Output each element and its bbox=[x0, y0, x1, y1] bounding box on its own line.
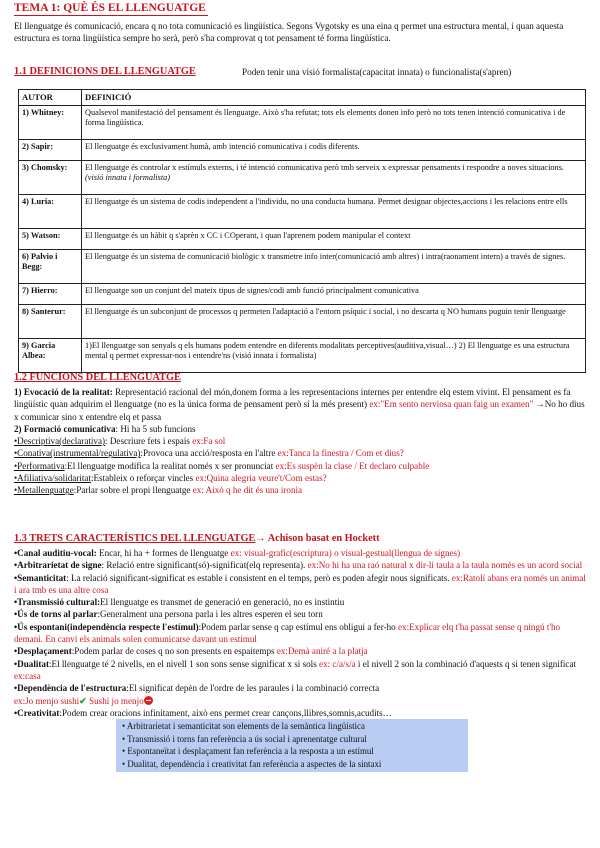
col-definition: DEFINICIÓ bbox=[82, 90, 586, 106]
summary-line: • Espontaneïtat i desplaçament fan referència a la resposta a un estímul bbox=[122, 746, 374, 757]
summary-line: • Dualitat, dependència i creativitat fan referència a aspectes de la sintaxi bbox=[122, 758, 382, 769]
table-row bbox=[19, 140, 586, 161]
author-cell: 3) Chomsky: bbox=[19, 161, 82, 195]
author-cell: 2) Sapir: bbox=[19, 140, 82, 161]
table-row bbox=[19, 305, 586, 339]
list-item: •Transmissió cultural:El llenguatge es transmet de generació en generació, no es instintiu bbox=[14, 597, 345, 608]
table-row bbox=[19, 106, 586, 140]
col-author: AUTOR bbox=[19, 90, 82, 106]
list-item: •Metallenguatge:Parlar sobre el propi llenguatge ex: Això q he dit és una ironia bbox=[14, 485, 303, 496]
function-communicative: 2) Formació comunicativa: Hi ha 5 sub funcions bbox=[14, 424, 196, 434]
definition-cell: El llenguatge és exclusivament humà, amb intenció comunicativa i codis diferents. bbox=[82, 140, 586, 161]
table-row bbox=[19, 229, 586, 250]
author-cell: 5) Watson: bbox=[19, 229, 82, 250]
no-entry-icon bbox=[144, 696, 153, 705]
section-1-1-note: Poden tenir una visió formalista(capacitat innata) o funcionalista(s'apren) bbox=[242, 67, 512, 77]
list-item: •Arbitrarietat de signe: Relació entre significant(só)-significat(elq representa). ex:No hi ha una raó natural x dir-li taula a la taula només es un acord social bbox=[14, 560, 583, 571]
definition-cell: El llenguatge és un subconjunt de processos q permeten l'adaptació a l'entorn psíquic i social, i no descarta q NO humans puguin tenir llenguatge bbox=[82, 305, 586, 339]
list-item: •Descriptiva(declarativa): Descriure fets i espais ex:Fa sol bbox=[14, 436, 226, 446]
list-item: •Dependència de l'estructura:El significat depèn de l'ordre de les paraules i la combinació correcta ex:Jo menjo sushi✔ Sushi jo menjo bbox=[14, 683, 380, 706]
list-item: •Performativa:El llenguatge modifica la realitat només x ser pronunciat ex:Es suspèn la clase / Et declaro culpable bbox=[14, 460, 430, 471]
definition-cell: El llenguatge son un conjunt del mateix tipus de signes/codi amb funció principalment comunicativa bbox=[82, 284, 586, 305]
definition-cell: El llenguatge és controlar x estímuls externs, i té intenció comunicativa però tmb serveix x expressar pensaments i respondre a noves situacions. (visió innata i formalista) bbox=[82, 161, 586, 195]
page-title: TEMA 1: QUÈ ÉS EL LLENGUATGE bbox=[14, 2, 206, 14]
section-1-2-heading: 1.2 FUNCIONS DEL LLENGUATGE bbox=[14, 372, 181, 383]
list-item: •Semanticitat: La relació significant-significat es estable i consistent en el temps, però es poden afegir nous significats. ex:Ratolí abans era només un animal i ara tmb es una altre cosa bbox=[14, 572, 586, 595]
table-header-row bbox=[19, 90, 586, 106]
author-cell: 9) Garcia Albea: bbox=[19, 339, 82, 373]
list-item: •Dualitat:El llenguatge té 2 nivells, en el nivell 1 son sons sense significat x si sols ex: c/a/s/a i el nivell 2 son la combinació d'aquests q si tenen significat ex:casa bbox=[14, 658, 577, 681]
definition-cell: El llenguatge és un sistema de codis independent a l'individu, no una conducta humana. Permet designar objectes,accions i les relacions entre ells bbox=[82, 195, 586, 229]
definition-cell: El llenguatge és un hàbit q s'aprèn x CC i COperant, i quan l'aprenem podem manipular el context bbox=[82, 229, 586, 250]
list-item: •Canal auditiu-vocal: Encar, hi ha + formes de llenguatge ex: visual-grafic(escriptura) o visual-gestual(llengua de signes) bbox=[14, 548, 461, 558]
check-icon: ✔ bbox=[79, 695, 87, 706]
subfunction-list bbox=[14, 435, 590, 496]
section-1-3-heading: 1.3 TRETS CARACTERÍSTICS DEL LLENGUATGE→ Achison basat en Hockett bbox=[14, 533, 380, 544]
author-cell: 6) Palvio i Begg: bbox=[19, 250, 82, 284]
list-item: •Ús de torns al parlar:Generalment una persona parla i les altres esperen el seu torn bbox=[14, 609, 323, 620]
author-cell: 8) Santerur: bbox=[19, 305, 82, 339]
definition-cell: El llenguatge és un sistema de comunicació biològic x transmetre info inter(comunicació amb altres) i intra(raonament intern) a través de signes. bbox=[82, 250, 586, 284]
list-item: •Creativitat:Podem crear oracions infinitament, això ens permet crear cançons,llibres,somnis,acudits… bbox=[14, 707, 392, 718]
section-1-1-heading: 1.1 DEFINICIONS DEL LLENGUATGE bbox=[14, 66, 196, 77]
definition-cell: 1)El llenguatge son senyals q els humans podem entendre en diferents modalitats perceptives(auditiva,visual…) 2) El llenguatge es una estructura mental q permet expressar-nos i entendre'ns (visió innata i formalista) bbox=[82, 339, 586, 373]
definitions-table bbox=[18, 89, 586, 373]
function-evocation: 1) Evocació de la realitat: Representació racional del món,donem forma a les representacions internes per entendre elq estem vivint. El pensament es fa lingüístic quan adquirim el llenguatge (no es la única forma de pensament però sí la més present) ex:"Em sento nerviosa quan faig un examen" →No ho dius x comunicar sino x entendre elq et passa bbox=[14, 387, 585, 422]
list-item: •Afiliativa/solidaritat:Estableix o reforçar vincles ex:Quina alegria veure't/Com estas? bbox=[14, 472, 327, 483]
table-row bbox=[19, 195, 586, 229]
author-cell: 1) Whitney: bbox=[19, 106, 82, 140]
table-row bbox=[19, 250, 586, 284]
summary-box bbox=[116, 719, 468, 772]
list-item: •Conativa(instrumental/regulativa):Provoca una acció/resposta en l'altre ex:Tanca la finestra / Com et dius? bbox=[14, 448, 404, 459]
list-item: •Ús espontani(independència respecte l'estímul):Podem parlar sense q cap estímul ens obligui a fer-ho ex:Explicar elq t'ha passat sense q ningú t'ho demani. En canvi els animals solen comunicarse davant un estímul bbox=[14, 621, 561, 645]
summary-line: • Arbitrarietat i semanticitat son elements de la semàntica lingüística bbox=[122, 721, 365, 731]
summary-line: • Transmissió i torns fan referència a ús social i aprenentatge cultural bbox=[122, 733, 367, 744]
traits-list bbox=[14, 547, 590, 719]
intro-paragraph: El llenguatge és comunicació, encara q no tota comunicació es lingüística. Segons Vygotsky es una eina q permet una estructura mental, i quan aquesta estructura es torna lingüística sempre ho serà, però s'ha comprovat q tot pensament té forma lingüística. bbox=[14, 21, 564, 44]
author-cell: 7) Hierro: bbox=[19, 284, 82, 305]
list-item: •Desplaçament:Podem parlar de coses q no son presents en espaitemps ex:Demà aniré a la platja bbox=[14, 646, 368, 657]
author-cell: 4) Luria: bbox=[19, 195, 82, 229]
table-row bbox=[19, 161, 586, 195]
table-row bbox=[19, 284, 586, 305]
definition-cell: Qualsevol manifestació del pensament és llenguatge. Això s'ha refutat; tots els elements donen info però no tots tenen intenció comunicativa i de forma lingüística. bbox=[82, 106, 586, 140]
table-row bbox=[19, 339, 586, 373]
